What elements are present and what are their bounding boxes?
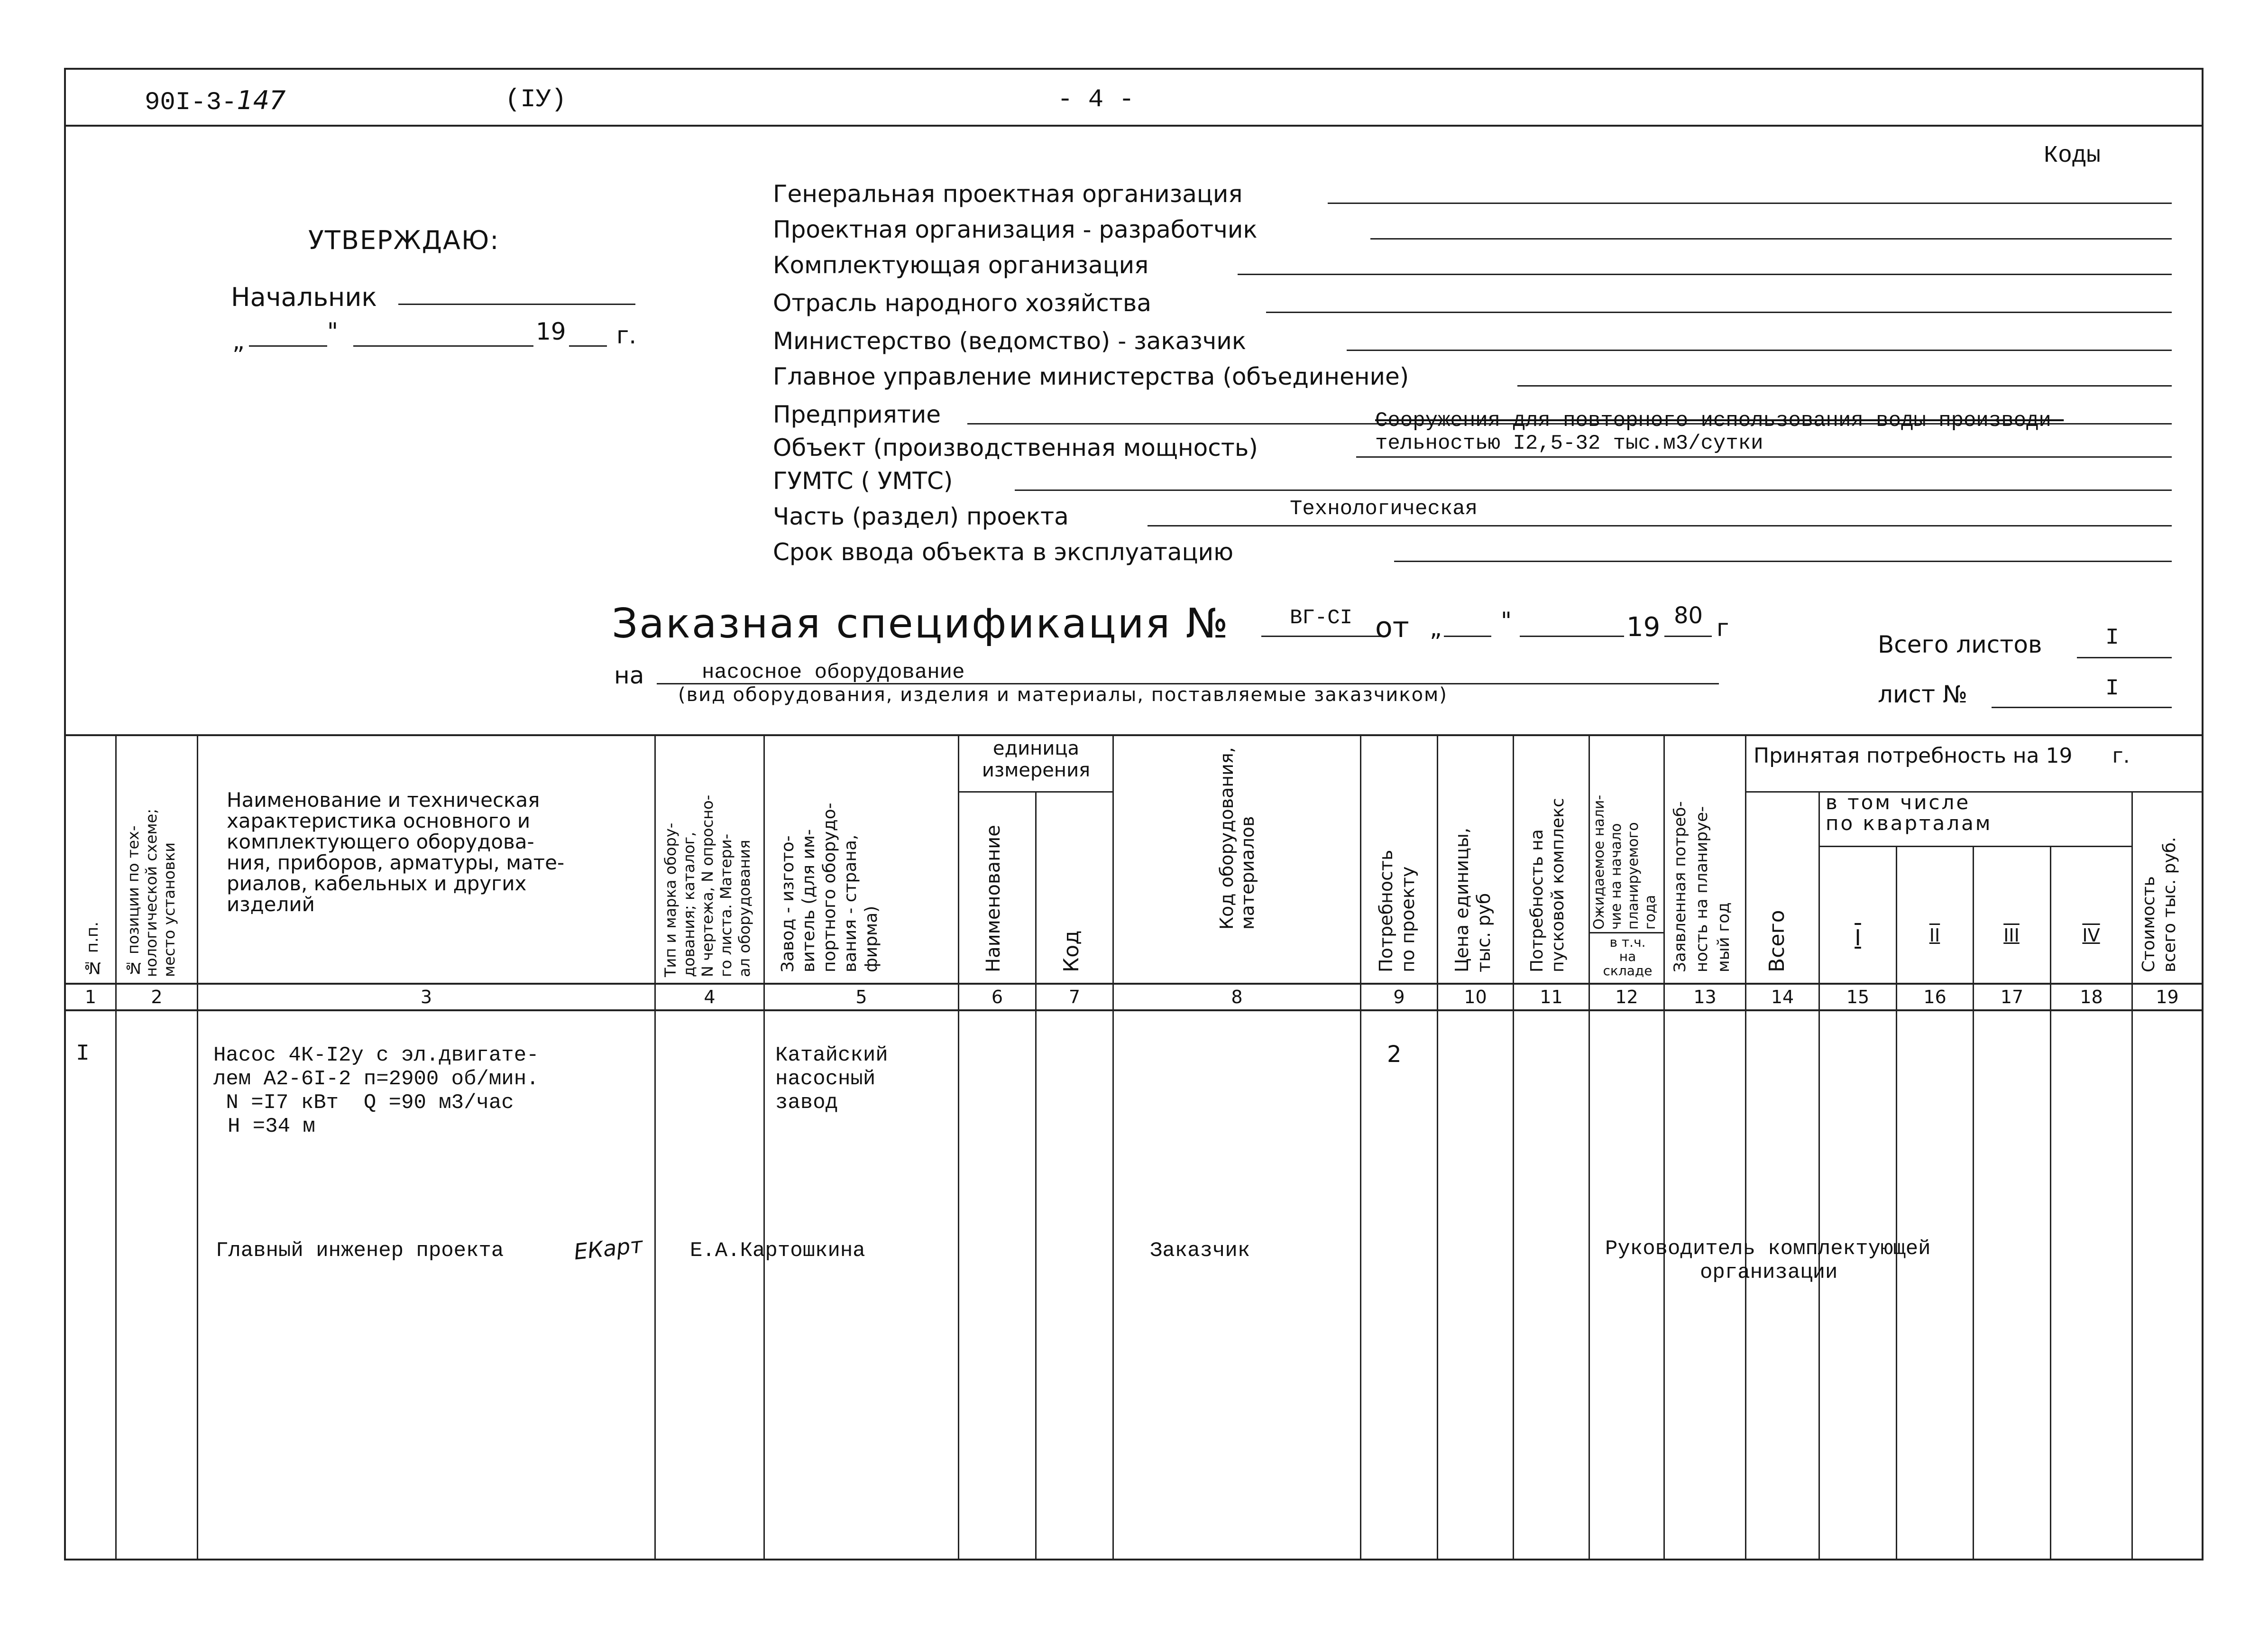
field-industry-label: Отрасль народного хозяйства — [773, 289, 1151, 317]
col-sep-3 — [654, 734, 656, 1560]
spec-total-sheets-line — [2077, 657, 2172, 658]
spec-year-line — [1664, 636, 1712, 637]
colnum-15: 15 — [1846, 987, 1870, 1007]
sign-supplier-line2: организации — [1700, 1261, 1838, 1284]
col-sep-9 — [1437, 734, 1438, 1560]
colnum-6: 6 — [991, 987, 1003, 1007]
table-colnum-top — [64, 983, 2204, 985]
header-c19: Стоимость всего тыс. руб. — [2139, 837, 2179, 972]
header-c13: Заявленная потреб- ность на планируе- мый год — [1671, 801, 1733, 972]
frame-bottom — [64, 1559, 2204, 1560]
row-name-line: Насос 4К-I2у с эл.двигате- — [213, 1043, 539, 1067]
spec-on-label: на — [614, 662, 644, 689]
field-supplier-label: Комплектующая организация — [773, 251, 1149, 279]
sign-customer: Заказчик — [1150, 1239, 1250, 1263]
frame-top — [64, 68, 2204, 70]
approval-year: 19 — [536, 318, 566, 345]
row-name-line: N =I7 кВт Q =90 м3/час — [213, 1091, 514, 1115]
header-accepted-g: г. — [2112, 744, 2130, 768]
approval-date-mid: " — [327, 318, 338, 345]
doc-code-prefix: 90I-3- — [145, 88, 237, 117]
row-maker-line: завод — [775, 1091, 838, 1115]
field-enterprise-label: Предприятие — [773, 401, 941, 428]
header-unit: единица измерения — [982, 738, 1091, 781]
spec-on-caption: (вид оборудования, изделия и материалы, поставляемые заказчиком) — [678, 684, 1448, 706]
colnum-11: 11 — [1540, 987, 1563, 1007]
header-c1: № п.п. — [83, 922, 102, 977]
header-c14: Всего — [1765, 910, 1789, 972]
field-gumts-label: ГУМТС ( УМТС) — [773, 467, 953, 495]
colnum-2: 2 — [151, 987, 163, 1007]
c12-sub-line — [1589, 932, 1663, 933]
spec-number-line — [1261, 636, 1385, 637]
row-no: I — [76, 1041, 90, 1067]
doc-code — [145, 85, 286, 117]
colnum-7: 7 — [1068, 987, 1081, 1007]
colnum-1: 1 — [84, 987, 97, 1007]
field-general-org-label: Генеральная проектная организация — [773, 180, 1243, 208]
page-number: - 4 - — [1057, 85, 1135, 114]
header-accepted-text: Принятая потребность на 19 — [1754, 744, 2073, 768]
table-top — [64, 734, 2204, 736]
col-sep-18 — [2131, 791, 2133, 1560]
field-supplier-line — [1238, 274, 2172, 275]
field-developer-line — [1370, 238, 2172, 240]
spec-month-line — [1520, 636, 1624, 637]
col-sep-1 — [115, 734, 117, 1560]
spec-date-mid: " — [1501, 607, 1512, 635]
spec-year-prefix: 19 — [1626, 612, 1661, 643]
col-sep-14 — [1818, 791, 1820, 1560]
header-divider — [64, 125, 2204, 127]
row-name-line: лем А2-6I-2 п=2900 об/мин. — [213, 1067, 539, 1091]
header-c3: Наименование и техническая характеристика основного и комплектующего оборудова- ния, приборов, арматуры, мате- риалов, кабельных и других изделий — [227, 788, 565, 916]
spec-sheet-label: лист № — [1878, 681, 1967, 708]
field-ministry-line — [1347, 350, 2172, 351]
spec-title: Заказная спецификация № — [612, 600, 1230, 647]
table-colnum-bottom — [64, 1009, 2204, 1011]
spec-g: г — [1717, 614, 1729, 642]
colnum-4: 4 — [704, 987, 716, 1007]
field-deadline-line — [1394, 561, 2172, 562]
header-c6: Наименование — [982, 825, 1004, 972]
col-sep-13 — [1745, 734, 1746, 1560]
header-quarters: в том числе по кварталам — [1826, 791, 1993, 835]
field-gumts-line — [1015, 489, 2172, 491]
sign-chief-engineer: Главный инженер проекта — [216, 1239, 504, 1263]
frame-right — [2202, 68, 2204, 1560]
row-maker-line: насосный — [775, 1067, 876, 1091]
header-q1: I — [1855, 925, 1861, 951]
sign-supplier-line1: Руководитель комплектующей — [1605, 1237, 1931, 1261]
spec-sheet-line — [1992, 707, 2172, 708]
spec-number: ВГ-CI — [1290, 606, 1353, 630]
approval-title: УТВЕРЖДАЮ: — [308, 225, 500, 255]
approval-date-open: „ — [232, 327, 245, 355]
spec-sheet: I — [2105, 676, 2119, 702]
colnum-8: 8 — [1231, 987, 1243, 1007]
col-sep-12 — [1663, 734, 1665, 1560]
field-general-org-line — [1328, 203, 2172, 204]
col-sep-10 — [1513, 734, 1514, 1560]
col-sep-2 — [197, 734, 198, 1560]
sign-chief-engineer-name: Е.А.Картошкина — [690, 1239, 865, 1263]
quarters-sub-line — [1818, 846, 2131, 847]
field-object-label: Объект (производственная мощность) — [773, 434, 1258, 462]
spec-date-open: „ — [1430, 614, 1442, 642]
field-part-line — [1148, 525, 2172, 526]
spec-total-sheets-label: Всего листов — [1878, 631, 2042, 658]
row-maker-line: Катайский — [775, 1043, 888, 1067]
approval-year-suffix: г. — [616, 322, 637, 349]
colnum-5: 5 — [855, 987, 867, 1007]
colnum-16: 16 — [1923, 987, 1947, 1007]
col-sep-17 — [2050, 846, 2051, 1560]
col-sep-11 — [1589, 734, 1590, 1560]
field-developer-label: Проектная организация - разработчик — [773, 216, 1258, 243]
header-q3: III — [2003, 925, 2020, 946]
colnum-18: 18 — [2080, 987, 2103, 1007]
header-c4: Тип и марка обору- дования; каталог, N чертежа, N опросно- го листа. Матери- ал оборудования — [661, 794, 753, 977]
header-c7: Код — [1059, 930, 1083, 972]
colnum-19: 19 — [2156, 987, 2179, 1007]
header-c5: Завод - изгото- витель (для им- портного оборудо- вания - страна, фирма) — [778, 803, 881, 972]
field-part-label: Часть (раздел) проекта — [773, 503, 1069, 530]
field-main-dept-line — [1517, 385, 2172, 387]
doc-code-hand: 147 — [237, 85, 286, 115]
spec-day-line — [1444, 636, 1491, 637]
header-c2: № позиции по тех- нологической схеме; место установки — [124, 808, 178, 977]
row-qty: 2 — [1387, 1041, 1402, 1068]
field-ministry-label: Министерство (ведомство) - заказчик — [773, 327, 1247, 355]
header-accepted — [1754, 744, 2130, 768]
approval-month-line — [353, 345, 533, 347]
colnum-12: 12 — [1615, 987, 1638, 1007]
volume-label: (IУ) — [505, 85, 567, 114]
colnum-3: 3 — [420, 987, 432, 1007]
col-sep-8 — [1360, 734, 1361, 1560]
spec-total-sheets: I — [2105, 625, 2119, 651]
sign-chief-engineer-signature: ЕКарт — [572, 1232, 644, 1265]
approval-chief-line — [398, 304, 635, 305]
field-object-value: тельностью I2,5-32 тыс.м3/сутки — [1375, 432, 1763, 455]
colnum-9: 9 — [1393, 987, 1405, 1007]
header-c11: Потребность на пусковой комплекс — [1527, 798, 1568, 972]
field-enterprise-value: Сооружения для повторного использования воды производи- — [1375, 409, 2064, 433]
header-c8: Код оборудования, материалов — [1216, 747, 1258, 930]
spec-on-value: насосное оборудование — [702, 661, 965, 684]
col-sep-5 — [958, 734, 959, 1560]
field-industry-line — [1266, 312, 2172, 313]
field-deadline-label: Срок ввода объекта в эксплуатацию — [773, 538, 1234, 566]
colnum-17: 17 — [2000, 987, 2024, 1007]
field-main-dept-label: Главное управление министерства (объединение) — [773, 363, 1409, 390]
col-sep-16 — [1973, 846, 1974, 1560]
colnum-10: 10 — [1464, 987, 1487, 1007]
approval-chief: Начальник — [231, 282, 377, 312]
frame-left — [64, 68, 66, 1560]
codes-label: Коды — [2044, 142, 2101, 169]
header-q2: II — [1929, 925, 1940, 946]
col-sep-15 — [1896, 846, 1897, 1560]
field-object-line — [1356, 456, 2172, 458]
spec-from: от — [1375, 611, 1409, 644]
col-sep-6 — [1035, 791, 1037, 1560]
header-c9: Потребность по проекту — [1376, 849, 1418, 972]
row-name-line: H =34 м — [228, 1115, 315, 1138]
colnum-14: 14 — [1771, 987, 1794, 1007]
header-c12a: Ожидаемое нали- чие на начало планируемого года — [1591, 794, 1659, 930]
spec-year-suffix: 80 — [1674, 602, 1703, 629]
approval-year-line — [569, 345, 607, 347]
field-part-value: Технологическая — [1290, 497, 1478, 521]
header-c12b: в т.ч. на складе — [1603, 934, 1653, 979]
col-sep-4 — [763, 734, 765, 1560]
col-sep-7 — [1112, 734, 1114, 1560]
approval-day-line — [249, 345, 327, 347]
header-c10: Цена единицы, тыс. руб — [1451, 828, 1494, 972]
header-q4: IV — [2082, 925, 2100, 946]
colnum-13: 13 — [1693, 987, 1717, 1007]
